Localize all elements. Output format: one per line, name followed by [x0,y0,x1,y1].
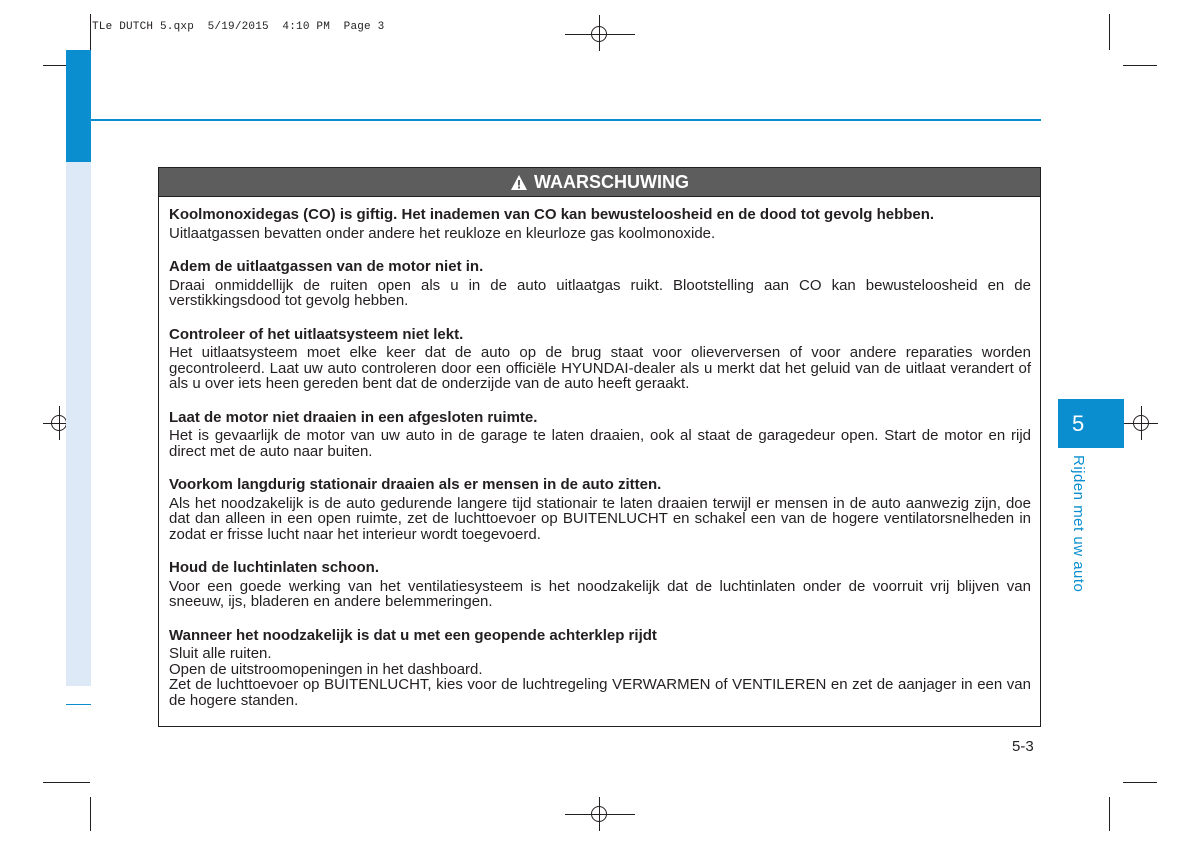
section-text: Uitlaatgassen bevatten onder andere het reukloze en kleurloze gas koolmonoxide. [169,224,716,242]
print-header: TLe DUTCH 5.qxp 5/19/2015 4:10 PM Page 3 [92,21,385,33]
crop-mark [1123,782,1157,783]
footer-rule [66,704,91,705]
warning-triangle-icon [510,171,528,199]
section-heading: Controleer of het uitlaatsysteem niet lekt. [169,325,464,343]
section-heading: Adem de uitlaatgassen van de motor niet in. [169,258,484,275]
warning-box [158,167,1041,727]
warning-section [169,410,1031,460]
crop-mark [90,797,91,831]
section-heading: Koolmonoxidegas (CO) is giftig. Het inademen van CO kan bewusteloosheid en de dood tot gevolg hebben. [169,206,935,223]
section-heading: Laat de motor niet draaien in een afgesloten ruimte. [169,408,538,426]
crop-mark [1109,797,1110,831]
warning-section [169,259,1031,309]
header-rule [91,119,1041,121]
left-margin-bar [66,50,91,162]
section-text: Sluit alle ruiten. [169,645,272,662]
warning-header [159,168,1040,197]
page-number: 5-3 [1012,738,1034,755]
section-text: Draai onmiddellijk de ruiten open als u in de auto uitlaatgas ruikt. Blootstelling aan CO kan bewusteloosheid en de verstikkingsdood tot gevolg hebben. [169,276,1031,309]
section-text: Als het noodzakelijk is de auto gedurende langere tijd stationair te laten draaien terwijl er mensen in de auto aanwezig zijn, doe dat dan alleen in een open ruimte, zet de luchttoevoer op BUITENLUCHT en schakel een van de hogere ventilatorsnelheden in zodat er frisse lucht naar het interieur wordt toegevoerd. [169,494,1031,543]
warning-section [169,477,1031,542]
crop-mark [1109,14,1110,50]
warning-section [169,628,1031,709]
section-text: Het is gevaarlijk de motor van uw auto in de garage te laten draaien, ook al staat de garagedeur open. Start de motor en rijd direct met de auto naar buiten. [169,427,1031,460]
warning-section [169,327,1031,392]
chapter-number-tab: 5 [1058,399,1124,448]
warning-section [169,207,1031,241]
warning-section [169,560,1031,610]
section-heading: Voorkom langdurig stationair draaien als er mensen in de auto zitten. [169,476,662,493]
warning-title: WAARSCHUWING [534,172,689,192]
warning-body [159,197,1040,708]
section-text: Open de uitstroomopeningen in het dashboard. [169,660,483,678]
section-heading: Wanneer het noodzakelijk is dat u met een geopende achterklep rijdt [169,626,657,644]
chapter-title: Rijden met uw auto [1070,455,1087,593]
left-margin-bar-light [66,162,91,686]
crop-mark [1123,65,1157,66]
section-text: Voor een goede werking van het ventilatiesysteem is het noodzakelijk dat de luchtinlaten onder de voorruit vrij blijven van sneeuw, ijs, bladeren en andere belemmeringen. [169,577,1031,610]
crop-mark [43,782,90,783]
section-text: Het uitlaatsysteem moet elke keer dat de auto op de brug staat voor olieverversen of voor andere reparaties worden gecontroleerd. Laat uw auto controleren door een officiële HYUNDAI-dealer als u merkt dat het geluid van de uitlaat verandert of als u over iets heen gereden bent dat de onderzijde van de auto heeft geraakt. [169,344,1031,392]
section-text: Zet de luchttoevoer op BUITENLUCHT, kies voor de luchtregeling VERWARMEN of VENTILEREN en zet de aanjager in een van de hogere standen. [169,676,1031,709]
section-heading: Houd de luchtinlaten schoon. [169,559,379,576]
crop-mark [90,14,91,50]
